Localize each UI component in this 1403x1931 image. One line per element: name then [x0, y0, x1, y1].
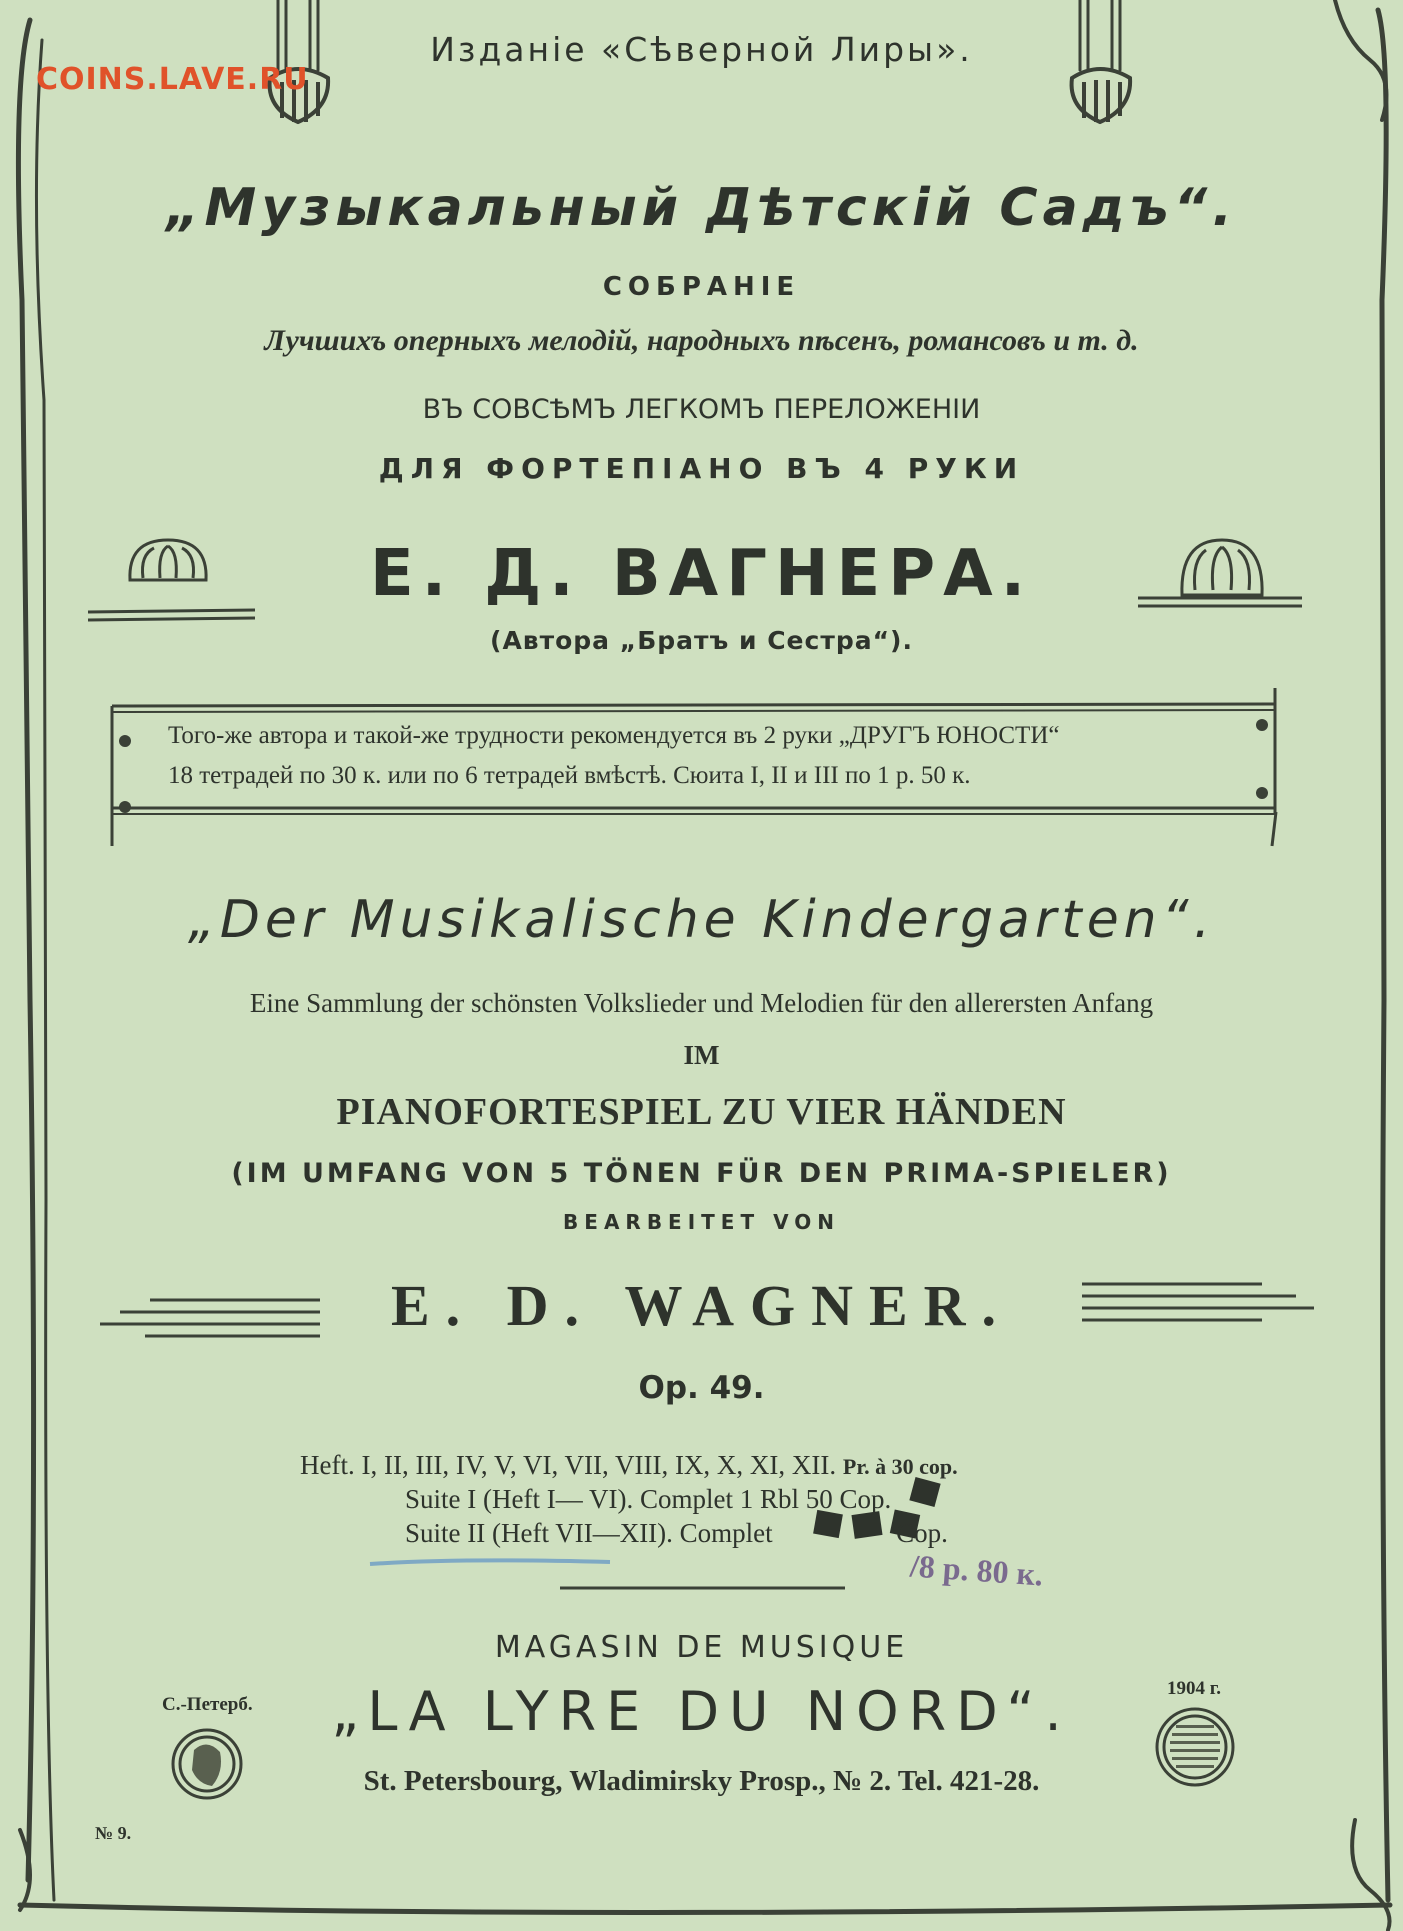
suite-2-line: [405, 1518, 948, 1549]
address-line: St. Petersbourg, Wladimirsky Prosp., № 2. Tel. 421-28.: [363, 1765, 1040, 1797]
collection-label: СОБРАНІЕ: [602, 272, 801, 302]
advert-line-1: Того-же автора и такой-же трудности рекомендуется въ 2 руки „ДРУГЪ ЮНОСТИ“: [168, 722, 1060, 749]
russian-description: Лучшихъ оперныхъ мелодій, народныхъ пѣсенъ, романсовъ и т. д.: [264, 324, 1139, 357]
opus-number: Op. 49.: [638, 1370, 765, 1406]
heft-line: [300, 1450, 958, 1481]
german-title: „Der Musikalische Kindergarten“.: [187, 890, 1216, 950]
year-label: 1904 г.: [1167, 1678, 1221, 1699]
german-subtitle: Eine Sammlung der schönsten Volkslieder und Melodien für den allerersten Anfang: [249, 988, 1154, 1018]
city-label: С.-Петерб.: [162, 1694, 253, 1715]
advert-line-2: 18 тетрадей по 30 к. или по 6 тетрадей вмѣстѣ. Сюита I, II и III по 1 р. 50 к.: [168, 762, 971, 789]
heft-price: Pr. à 30 cop.: [842, 1454, 958, 1479]
composer-note: (Автора „Братъ и Сестра“).: [490, 626, 913, 655]
magasin-label: MAGASIN DE MUSIQUE: [494, 1630, 909, 1665]
heft-list: Heft. I, II, III, IV, V, VI, VII, VIII, IX, X, XI, XII.: [300, 1450, 837, 1480]
german-im: IM: [683, 1040, 720, 1070]
german-instrument: PIANOFORTESPIEL ZU VIER HÄNDEN: [336, 1091, 1067, 1133]
store-name: „LA LYRE DU NORD“.: [331, 1680, 1072, 1743]
publisher-header: Изданіе «Сѣверной Лиры».: [430, 30, 973, 69]
bearbeitet-von: BEARBEITET VON: [563, 1210, 840, 1234]
composer-de: E. D. WAGNER.: [390, 1273, 1013, 1338]
issue-number: № 9.: [95, 1823, 132, 1843]
german-range: (IM UMFANG VON 5 TÖNEN FÜR DEN PRIMA-SPIELER): [231, 1158, 1172, 1189]
arrangement-text: ВЪ СОВСѢМЪ ЛЕГКОМЪ ПЕРЕЛОЖЕНІИ: [422, 394, 981, 425]
russian-title: „Музыкальный Дѣтскій Садъ“.: [166, 178, 1237, 238]
suite-2-text: Suite II (Heft VII—XII). Complet: [405, 1518, 773, 1548]
composer-ru: Е. Д. ВАГНЕРА.: [369, 537, 1034, 611]
instrument-text: ДЛЯ ФОРТЕПІАНО ВЪ 4 РУКИ: [378, 452, 1025, 485]
suite-1-line: Suite I (Heft I— VI). Complet 1 Rbl 50 Cop.: [405, 1484, 892, 1514]
handwritten-price-stamp: /8 р. 80 к.: [908, 1547, 1045, 1593]
watermark-text: COINS.LAVE.RU: [36, 62, 309, 97]
suite-2-price: Cop.: [896, 1518, 948, 1548]
